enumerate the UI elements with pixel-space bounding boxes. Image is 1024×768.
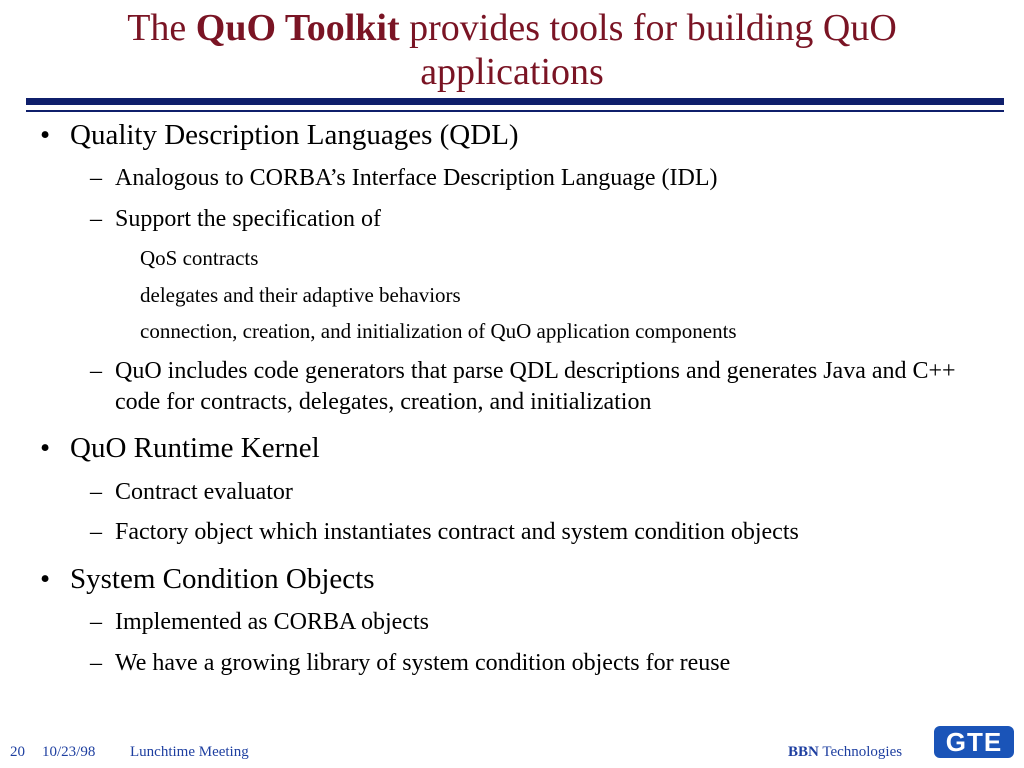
- bullet-text: System Condition Objects: [70, 563, 375, 595]
- dash-mark: –: [90, 479, 102, 505]
- page-number: 20: [10, 744, 25, 760]
- sub-bullet-text: Implemented as CORBA objects: [115, 609, 429, 635]
- dash-mark: –: [90, 650, 102, 676]
- bullet-mark: •: [40, 563, 51, 595]
- bullet-mark: •: [40, 432, 51, 464]
- dash-mark: –: [90, 165, 102, 191]
- brand-bold: BBN: [788, 744, 819, 760]
- title-bold: QuO Toolkit: [195, 7, 400, 49]
- footer-date: 10/23/98: [42, 744, 96, 760]
- bullet-mark: •: [40, 119, 51, 151]
- gte-logo-text: GTE: [945, 727, 1003, 757]
- sub-sub-item: delegates and their adaptive behaviors: [140, 283, 461, 307]
- sub-bullet-text: Factory object which instantiates contract and system condition objects: [115, 519, 799, 545]
- sub-bullet-text: Contract evaluator: [115, 479, 293, 505]
- slide-footer: [0, 740, 1024, 768]
- sub-bullet-text: QuO includes code generators that parse QDL descriptions and generates Java and C++ code for contracts, delegates, creation, and initialization: [115, 358, 956, 415]
- title-suffix: provides tools for building QuO applications: [399, 7, 897, 93]
- brand-rest: Technologies: [818, 744, 903, 760]
- sub-sub-item: connection, creation, and initialization of QuO application components: [140, 319, 737, 343]
- dash-mark: –: [90, 609, 102, 635]
- dash-mark: –: [90, 358, 102, 384]
- dash-mark: –: [90, 206, 102, 232]
- gte-logo: [934, 726, 1014, 758]
- sub-sub-item: QoS contracts: [140, 246, 259, 270]
- footer-brand: [788, 744, 902, 761]
- bullet-text: QuO Runtime Kernel: [70, 432, 320, 464]
- footer-meeting: Lunchtime Meeting: [130, 744, 249, 760]
- dash-mark: –: [90, 519, 102, 545]
- title-prefix: The: [127, 7, 196, 49]
- bullet-text: Quality Description Languages (QDL): [70, 119, 519, 151]
- sub-bullet-text: Support the specification of: [115, 206, 381, 232]
- sub-bullet-text: We have a growing library of system condition objects for reuse: [115, 650, 731, 676]
- sub-bullet-text: Analogous to CORBA’s Interface Description Language (IDL): [115, 165, 718, 191]
